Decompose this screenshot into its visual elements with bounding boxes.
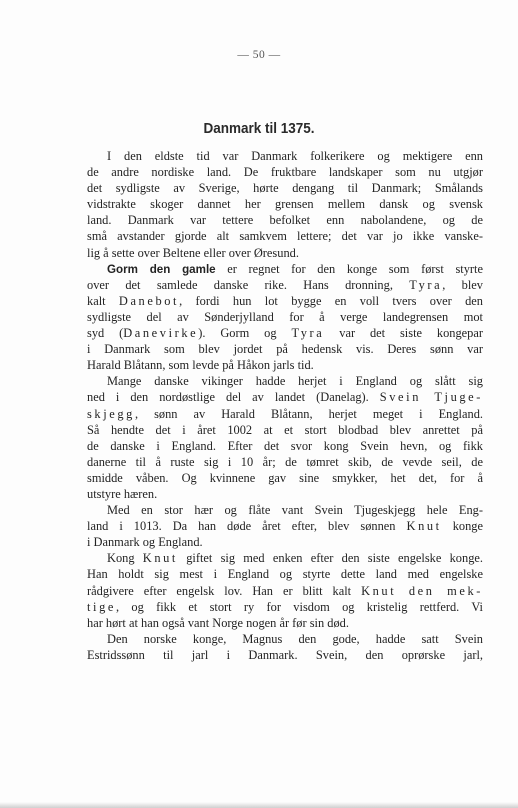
text-line: smidde våben. Og kvinnene gav sine smykker, het det, for å xyxy=(87,470,483,485)
text-line: Han holdt sig mest i England og styrte dette land med engelske xyxy=(87,567,483,582)
text-line: kalt Danebot, fordi hun lot bygge en voll tvers over den xyxy=(87,293,483,308)
spaced-word: Danevirke xyxy=(123,326,199,341)
page-number: — 50 — xyxy=(237,49,281,61)
text-line: sydligste del av Sønderjylland for å verge landegrensen mot xyxy=(87,309,483,324)
spaced-word: skjegg xyxy=(87,406,135,421)
text-line: Gorm den gamle er regnet for den konge som først styrte xyxy=(107,261,483,276)
text-line: har hørt at han også vant Norge nogen år før sin død. xyxy=(87,615,349,630)
text-line: Kong Knut giftet sig med enken efter den siste engelske konge. xyxy=(107,551,483,566)
spaced-word: Svein Tjuge- xyxy=(379,390,483,405)
text-line: Estridssønn til jarl i Danmark. Svein, den oprørske jarl, xyxy=(87,647,483,662)
text-line: land i 1013. Da han døde året efter, blev sønnen Knut konge xyxy=(87,519,483,534)
text-line: skjegg, sønn av Harald Blåtann, herjet meget i England. xyxy=(87,406,483,421)
text-line: land. Danmark var tettere befolket enn nabolandene, og de xyxy=(87,213,483,228)
text-line: ned i den nordøstlige del av landet (Danelag). Svein Tjuge- xyxy=(87,390,483,405)
name-heading: Gorm den gamle xyxy=(107,262,216,276)
chapter-title: Danmark til 1375. xyxy=(203,120,315,137)
text-line: tige, og fikk et stort ry for visdom og kristelig rettferd. Vi xyxy=(87,599,483,614)
text-line: rådgivere efter engelsk lov. Han er blitt kalt Knut den mek- xyxy=(87,583,483,598)
spaced-word: Knut den mek- xyxy=(361,583,483,598)
text-line: danerne til å ruste sig i 10 år; de tømret skib, de vevde seil, de xyxy=(87,454,483,469)
text-line: små avstander gjorde alt samkvem lettere; det var jo ikke vanske- xyxy=(87,229,483,244)
spaced-word: Knut xyxy=(406,519,442,534)
text-line: over det samlede danske rike. Hans dronning, Tyra, blev xyxy=(87,277,483,292)
body-text xyxy=(87,148,483,663)
text-line: Den norske konge, Magnus den gode, hadde satt Svein xyxy=(107,631,483,646)
text-line: de danske i England. Efter det svor kong Svein hevn, og fikk xyxy=(87,438,483,453)
text-line: Så hendte det i året 1002 at et stort blodbad blev anrettet på xyxy=(87,422,483,437)
text-line: Mange danske vikinger hadde herjet i England og slått sig xyxy=(107,374,483,389)
page-bottom-edge xyxy=(0,802,518,808)
text-line: i Danmark og England. xyxy=(87,535,203,550)
text-line: i Danmark som blev jordet på hedensk vis. Deres sønn var xyxy=(87,342,483,357)
spaced-word: Danebot xyxy=(118,293,180,308)
text-line: Med en stor hær og flåte vant Svein Tjugeskjegg hele Eng- xyxy=(107,503,483,518)
text-line: lig å sette over Beltene eller over Øresund. xyxy=(87,245,299,260)
spaced-word: tige xyxy=(87,599,116,614)
text-line: det sydligste av Sverige, hørte dengang til Danmark; Smålands xyxy=(87,181,483,196)
text-line: I den eldste tid var Danmark folkerikere og mektigere enn xyxy=(107,149,483,163)
spaced-word: Knut xyxy=(142,551,178,566)
text-line: vidstrakte skoger dannet her grensen mellem dansk og svensk xyxy=(87,197,483,212)
text-line: de andre nordiske land. De fruktbare landskaper som nu utgjør xyxy=(87,165,483,180)
text-line: utstyre hæren. xyxy=(87,486,158,501)
text-line: Harald Blåtann, som levde på Håkon jarls tid. xyxy=(87,358,314,373)
text-line: syd (Danevirke). Gorm og Tyra var det siste kongepar xyxy=(87,326,484,341)
spaced-word: Tyra xyxy=(409,277,443,292)
spaced-word: Tyra xyxy=(291,326,325,341)
